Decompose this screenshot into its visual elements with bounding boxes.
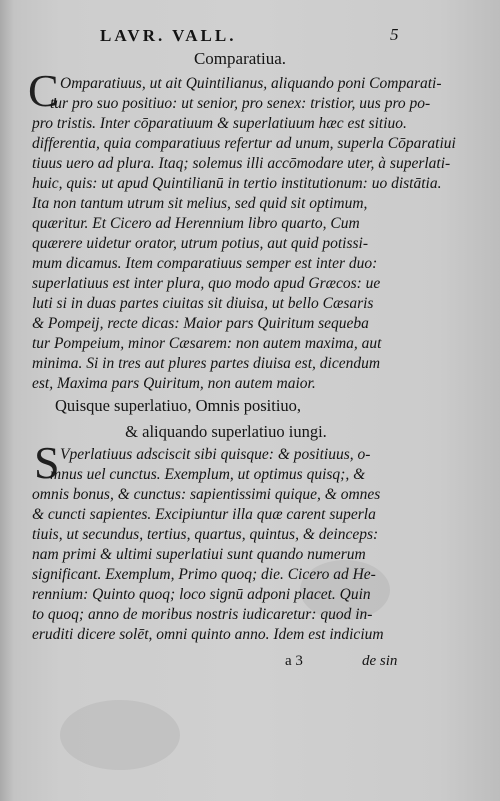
text-line: tur Pompeium, minor Cæsarem: non autem maxima, aut bbox=[32, 335, 382, 352]
page-number: 5 bbox=[390, 25, 399, 44]
section-comparativa-text bbox=[32, 74, 472, 394]
section-heading-quisque-line1: Quisque superlatiuo, Omnis positiuo, bbox=[54, 396, 302, 415]
text-line: Vperlatiuus adsciscit sibi quisque: & positiuus, o- bbox=[60, 446, 371, 463]
text-line: quæritur. Et Cicero ad Herennium libro quarto, Cum bbox=[32, 215, 360, 232]
paper-stain bbox=[60, 700, 180, 770]
text-line: significant. Exemplum, Primo quoq; die. Cicero ad He- bbox=[32, 566, 376, 583]
text-line: to quoq; anno de moribus nostris iudicaretur: quod in- bbox=[32, 606, 373, 623]
text-line: minima. Si in tres aut plures partes diuisa est, dicendum bbox=[32, 355, 381, 372]
text-line: tiuis, ut secundus, tertius, quartus, quintus, & deinceps: bbox=[32, 526, 379, 543]
text-line: quærere uidetur orator, utrum potius, aut quid potissi- bbox=[32, 235, 368, 252]
section-heading-quisque-line2: & aliquando superlatiuo iungi. bbox=[125, 422, 327, 441]
text-line: huic, quis: ut apud Quintilianū in tertio institutionum: uo distātia. bbox=[32, 175, 442, 192]
text-line: & cuncti sapientes. Excipiuntur illa quæ carent superla bbox=[32, 506, 376, 523]
catchword: de sin bbox=[362, 653, 398, 669]
drop-cap-s: S bbox=[34, 437, 60, 488]
text-line: Omparatiuus, ut ait Quintilianus, aliquando poni Comparati- bbox=[60, 75, 442, 92]
text-line: luti si in duas partes ciuitas sit diuisa, ut bello Cæsaris bbox=[32, 295, 374, 312]
text-line: mum dicamus. Item comparatiuus semper est inter duo: bbox=[32, 255, 378, 272]
text-line: eruditi dicere solēt, omni quinto anno. Idem est indicium bbox=[32, 626, 384, 643]
text-line: superlatiuus est inter plura, quo modo apud Græcos: ue bbox=[32, 275, 381, 292]
text-line: omnis bonus, & cunctus: sapientissimi quique, & omnes bbox=[32, 486, 381, 503]
text-line: rennium: Quinto quoq; loco signū adponi placet. Quin bbox=[32, 586, 371, 603]
drop-cap-c: C bbox=[28, 65, 59, 116]
text-line: tur pro suo positiuo: ut senior, pro senex: tristior, uus pro po- bbox=[50, 95, 431, 112]
text-line: & Pompeij, recte dicas: Maior pars Quiritum sequeba bbox=[32, 315, 369, 332]
text-line: differentia, quia comparatiuus refertur ad unum, superla Cōparatiui bbox=[32, 135, 456, 152]
text-line: est, Maxima pars Quiritum, non autem maior. bbox=[32, 375, 316, 392]
section-superlativus-text bbox=[32, 445, 472, 645]
text-line: mnus uel cunctus. Exemplum, ut optimus quisq;, & bbox=[50, 466, 366, 483]
text-line: nam primi & ultimi superlatiui sunt quando numerum bbox=[32, 546, 366, 563]
signature-mark: a 3 bbox=[285, 653, 303, 669]
text-line: pro tristis. Inter cōparatiuum & superlatiuum hæc est sitiuo. bbox=[32, 115, 407, 132]
section-heading-comparativa: Comparatiua. bbox=[193, 49, 287, 68]
running-head: LAVR. VALL. bbox=[100, 26, 237, 45]
text-line: Ita non tantum utrum sit melius, sed quid sit optimum, bbox=[32, 195, 368, 212]
text-line: tiuus uero ad plura. Itaq; solemus illi accōmodare uter, à superlati- bbox=[32, 155, 451, 172]
